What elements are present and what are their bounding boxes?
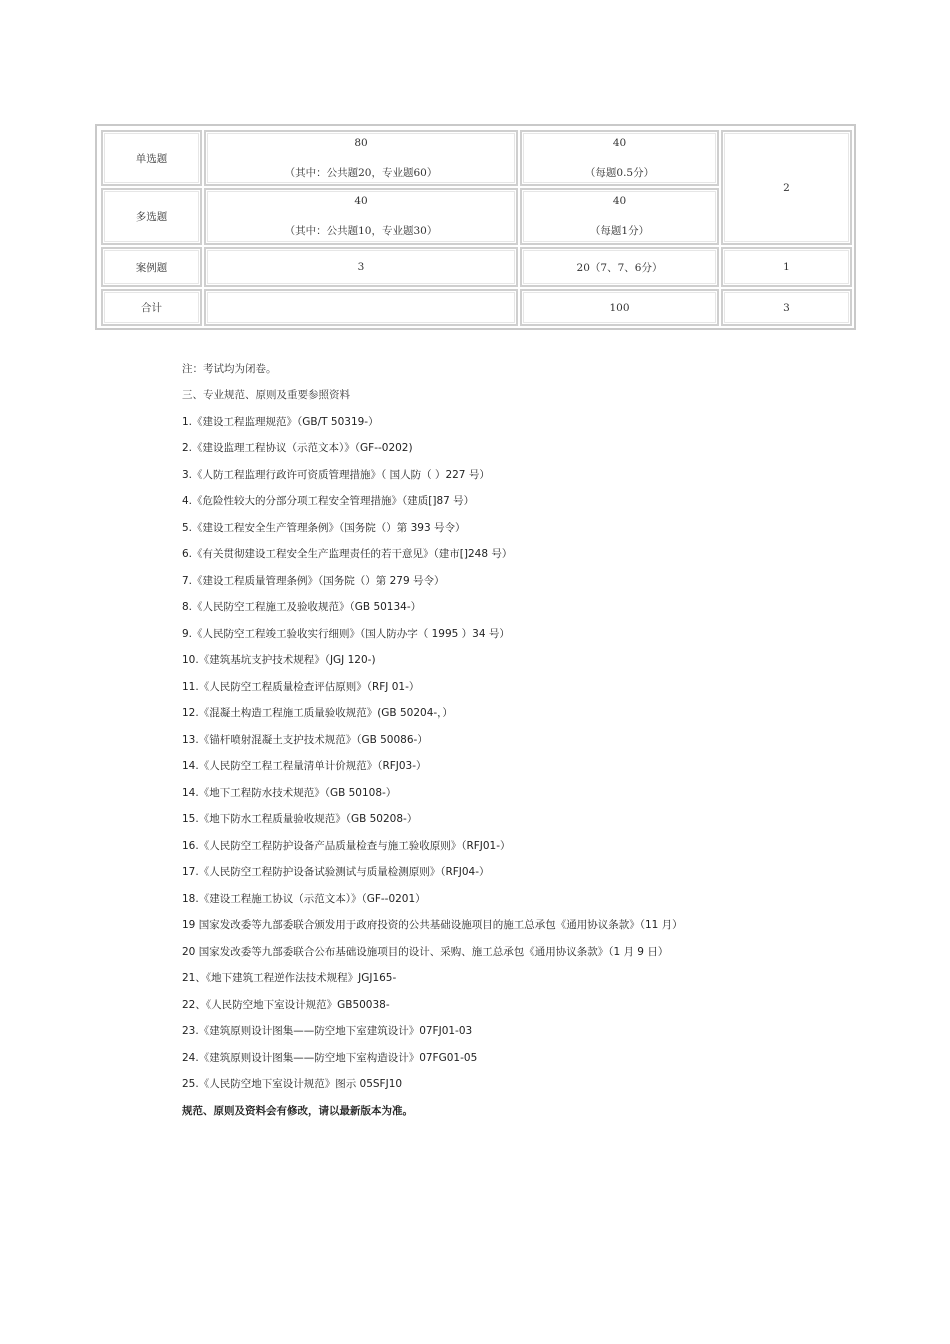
reference-item: 10.《建筑基坑支护技术规程》（JGJ 120-)	[182, 654, 376, 666]
reference-item: 8.《人民防空工程施工及验收规范》（GB 50134-）	[182, 601, 422, 613]
reference-item: 6.《有关贯彻建设工程安全生产监理责任的若干意见》（建市[]248 号）	[182, 548, 513, 560]
reference-item: 14.《人民防空工程工程量清单计价规范》（RFJ03-）	[182, 760, 427, 772]
reference-item: 23.《建筑原则设计图集——防空地下室建筑设计》07FJ01-03	[182, 1025, 473, 1037]
reference-item: 9.《人民防空工程竣工验收实行细则》（国人防办字（ 1995 ）34 号）	[182, 628, 510, 640]
reference-item: 24.《建筑原则设计图集——防空地下室构造设计》07FG01-05	[182, 1052, 478, 1064]
row-multi-choice-questions	[204, 188, 518, 245]
reference-item: 1.《建设工程监理规范》（GB/T 50319-）	[182, 416, 379, 428]
row-total-hours	[721, 289, 852, 326]
row-single-choice-score	[520, 130, 719, 186]
cell-text: 40	[354, 195, 368, 207]
reference-item: 7.《建设工程质量管理条例》（国务院（）第 279 号令）	[182, 575, 445, 587]
row-total-questions	[204, 289, 518, 326]
cell-text: 1	[783, 261, 790, 273]
reference-item: 14.《地下工程防水技术规范》（GB 50108-）	[182, 787, 397, 799]
cell-text: （每题1分）	[589, 225, 650, 237]
merged-hours-cell	[721, 130, 852, 245]
row-multi-choice-label	[101, 188, 202, 245]
reference-item: 20 国家发改委等九部委联合公布基础设施项目的设计、采购、施工总承包《通用协议条款》（1 月 9 日）	[182, 946, 669, 958]
reference-item: 19 国家发改委等九部委联合颁发用于政府投资的公共基础设施项目的施工总承包《通用协议条款》（11 月）	[182, 919, 683, 931]
cell-text: 单选题	[135, 152, 168, 165]
row-case-hours	[721, 247, 852, 287]
cell-text: （每题0.5分）	[584, 166, 655, 179]
row-multi-choice-score	[520, 188, 719, 245]
reference-item: 11.《人民防空工程质量检查评估原则》（RFJ 01-）	[182, 681, 420, 693]
reference-item: 18.《建设工程施工协议（示范文本）》（GF--0201）	[182, 893, 426, 905]
reference-item: 5.《建设工程安全生产管理条例》（国务院（）第 393 号令）	[182, 522, 466, 534]
row-total-score	[520, 289, 719, 326]
section-title: 三、专业规范、原则及重要参照资料	[182, 389, 350, 401]
cell-text: （其中：公共题10，专业题30）	[284, 225, 438, 237]
row-case-label	[101, 247, 202, 287]
cell-text: 案例题	[135, 261, 168, 274]
cell-text: 合计	[141, 302, 162, 314]
cell-text: 40	[612, 195, 627, 207]
row-single-choice-label	[101, 130, 202, 186]
cell-text: 80	[354, 136, 368, 149]
cell-text: 100	[609, 301, 630, 314]
reference-item: 16.《人民防空工程防护设备产品质量检查与施工验收原则》（RFJ01-）	[182, 840, 511, 852]
reference-item: 21、《地下建筑工程逆作法技术规程》JGJ165-	[182, 972, 397, 984]
cell-text: 3	[783, 301, 790, 314]
reference-item: 2.《建设监理工程协议（示范文本）》（GF--0202)	[182, 442, 413, 454]
reference-item: 25.《人民防空地下室设计规范》图示 05SFJ10	[182, 1078, 403, 1090]
row-case-questions	[204, 247, 518, 287]
footer-note: 规范、原则及资料会有修改，请以最新版本为准。	[182, 1105, 413, 1117]
cell-text: 40	[612, 136, 627, 149]
reference-item: 3.《人防工程监理行政许可资质管理措施》（ 国人防（ ）227 号）	[182, 469, 490, 481]
reference-item: 22、《人民防空地下室设计规范》GB50038-	[182, 999, 390, 1011]
reference-item: 15.《地下防水工程质量验收规范》（GB 50208-）	[182, 813, 418, 825]
row-total-label	[101, 289, 202, 326]
cell-text: （其中：公共题20，专业题60）	[284, 166, 438, 179]
cell-text: 多选题	[135, 211, 168, 223]
reference-item: 4.《危险性较大的分部分项工程安全管理措施》（建质[]87 号）	[182, 495, 475, 507]
reference-item: 13.《锚杆喷射混凝土支护技术规范》（GB 50086-）	[182, 734, 428, 746]
closed-book-note: 注：考试均为闭卷。	[182, 363, 277, 375]
cell-text: 2	[783, 181, 790, 194]
cell-text: 3	[357, 261, 365, 273]
reference-item: 17.《人民防空工程防护设备试验测试与质量检测原则》（RFJ04-）	[182, 866, 490, 878]
row-single-choice-questions	[204, 130, 518, 186]
exam-structure-table	[95, 124, 856, 330]
row-case-score	[520, 247, 719, 287]
reference-item: 12.《混凝土构造工程施工质量验收规范》(GB 50204-，）	[182, 707, 453, 719]
cell-text: 20（7、7、6分）	[576, 261, 663, 274]
